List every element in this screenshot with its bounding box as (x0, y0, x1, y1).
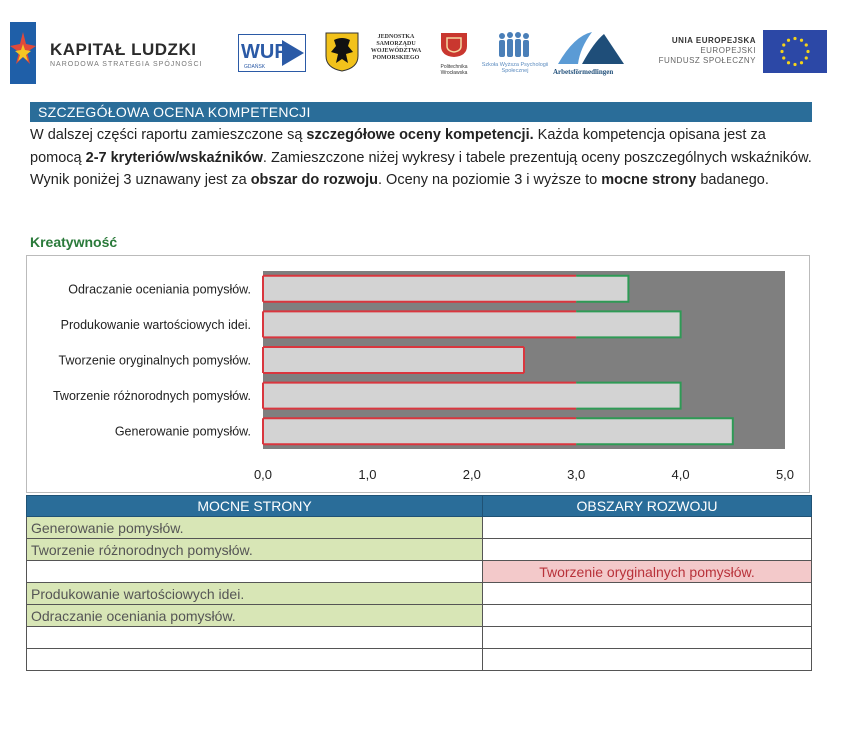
chart-category-label: Odraczanie oceniania pomysłów. (68, 282, 251, 297)
strong-cell (27, 627, 483, 649)
arbetsformedlingen-text: Arbetsförmedlingen (553, 68, 614, 76)
strengths-weaknesses-table (26, 495, 812, 671)
eu-flag-icon (763, 30, 827, 73)
chart-tick-label: 4,0 (671, 467, 690, 482)
chart-category-label: Generowanie pomysłów. (114, 424, 251, 439)
table-header-row (27, 496, 812, 517)
section-title: SZCZEGÓŁOWA OCENA KOMPETENCJI (30, 102, 812, 122)
intro-bold-4: mocne strony (601, 172, 697, 188)
chart-tick-label: 5,0 (775, 467, 795, 482)
wup-logo-icon (238, 34, 306, 72)
chart-bar (263, 311, 681, 337)
eu-star-icon (805, 56, 808, 59)
eu-star-icon (800, 39, 803, 42)
eu-star-icon (793, 63, 796, 66)
kapital-ludzki-title: KAPITAŁ LUDZKI (50, 40, 197, 59)
chart-tick-label: 1,0 (358, 467, 377, 482)
wup-sub-text: GDAŃSK (244, 64, 266, 70)
ue-text (648, 36, 756, 66)
intro-text-5: badanego. (696, 172, 769, 188)
strong-cell (27, 561, 483, 583)
table-row (27, 539, 812, 561)
weak-cell (483, 583, 812, 605)
strong-cell: Odraczanie oceniania pomysłów. (27, 605, 483, 627)
ue-line-2: EUROPEJSKI (700, 46, 756, 55)
eu-star-icon (800, 61, 803, 64)
weak-column-header: OBSZARY ROZWOJU (483, 496, 812, 517)
chart-bar (263, 276, 628, 302)
chart-bar (263, 347, 524, 373)
strong-cell: Produkowanie wartościowych idei. (27, 583, 483, 605)
swps-logo-icon (497, 31, 531, 59)
kapital-ludzki-subtitle: NARODOWA STRATEGIA SPÓJNOŚCI (50, 61, 203, 68)
intro-bold-1: szczegółowe oceny kompetencji. (306, 127, 534, 143)
chart-bar (263, 418, 733, 444)
ue-line-3: FUNDUSZ SPOŁECZNY (658, 56, 756, 65)
eu-star-icon (787, 61, 790, 64)
chart-tick-label: 2,0 (462, 467, 481, 482)
intro-text-1: W dalszej części raportu zamieszczone są (30, 127, 307, 143)
intro-bold-3: obszar do rozwoju (250, 172, 378, 188)
eu-star-icon (787, 39, 790, 42)
pomorskie-coat-of-arms-icon (325, 32, 359, 72)
chart-category-label: Produkowanie wartościowych idei. (60, 317, 251, 332)
table-row (27, 583, 812, 605)
eu-star-icon (793, 37, 796, 40)
chart-tick-label: 0,0 (253, 467, 273, 482)
strong-cell: Generowanie pomysłów. (27, 517, 483, 539)
wup-text: WUP (241, 41, 288, 63)
weak-cell (483, 539, 812, 561)
weak-cell (483, 517, 812, 539)
strong-cell: Tworzenie różnorodnych pomysłów. (27, 539, 483, 561)
eu-star-icon (782, 43, 785, 46)
strong-cell (27, 649, 483, 671)
competency-title: Kreatywność (30, 234, 118, 250)
eu-star-icon (805, 43, 808, 46)
arbetsformedlingen-logo-icon (556, 30, 626, 66)
eu-star-icon (780, 50, 783, 53)
table-row (27, 561, 812, 583)
weak-cell (483, 605, 812, 627)
jednostka-text: JEDNOSTKA SAMORZĄDU WOJEWÓDZTWA POMORSKIEGO (370, 34, 422, 61)
chart-category-label: Tworzenie różnorodnych pomysłów. (52, 389, 251, 404)
eu-star-icon (782, 56, 785, 59)
strong-column-header: MOCNE STRONY (27, 496, 483, 517)
chart-tick-label: 3,0 (567, 467, 586, 482)
swps-text: Szkoła Wyższa Psychologii Społecznej (481, 62, 549, 74)
intro-text-4: . Oceny na poziomie 3 i wyższe to (377, 172, 602, 188)
competency-bar-chart (26, 255, 810, 493)
politechnika-logo-icon (439, 32, 469, 58)
intro-text-2: Każda kompetencja opisana jest za pomocą (30, 127, 766, 166)
politechnika-text: Politechnika Wrocławska (440, 64, 468, 76)
intro-text-3: . Zamieszczone niżej wykresy i tabele prezentują oceny poszczególnych wskaźników. Wynik poniżej 3 uznawany jest za (30, 149, 812, 188)
kapital-ludzki-logo-icon (10, 22, 36, 84)
weak-cell: Tworzenie oryginalnych pomysłów. (483, 561, 812, 583)
chart-category-label: Tworzenie oryginalnych pomysłów. (58, 353, 251, 368)
eu-star-icon (806, 50, 809, 53)
table-row (27, 649, 812, 671)
chart-bar (263, 383, 681, 409)
table-row (27, 627, 812, 649)
intro-paragraph (30, 124, 820, 192)
weak-cell (483, 649, 812, 671)
weak-cell (483, 627, 812, 649)
intro-bold-2: 2-7 kryteriów/wskaźników (85, 149, 263, 166)
table-row (27, 605, 812, 627)
ue-line-1: UNIA EUROPEJSKA (671, 36, 756, 45)
table-row (27, 517, 812, 539)
